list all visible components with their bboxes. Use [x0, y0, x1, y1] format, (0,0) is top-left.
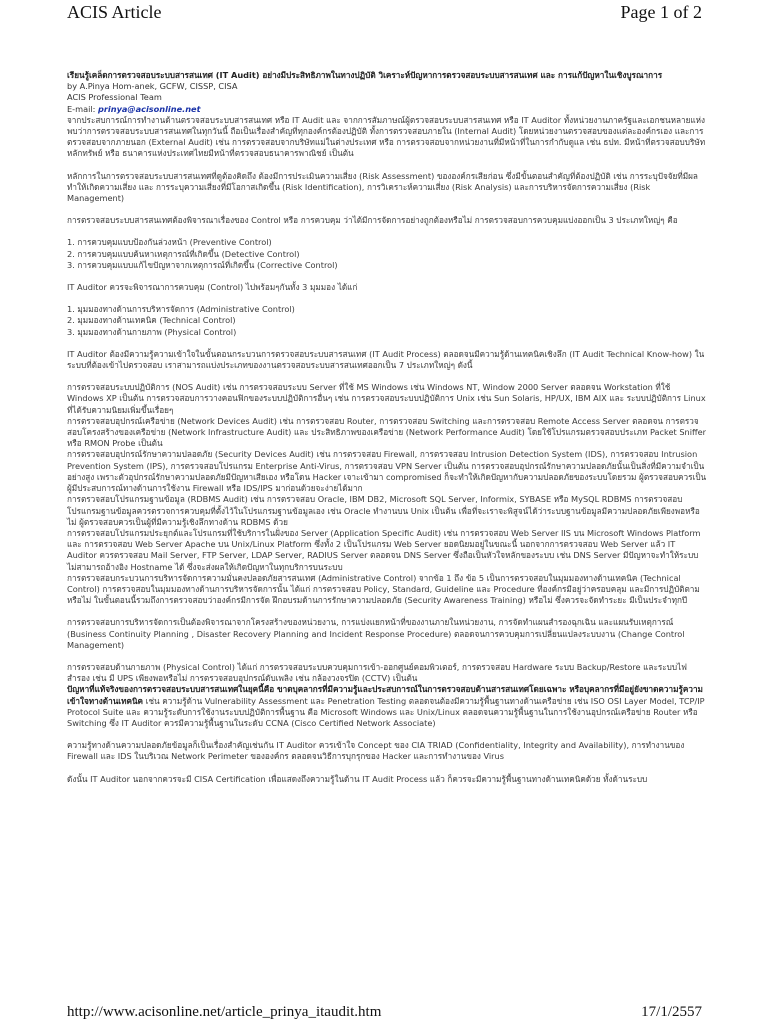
- closing-paragraph: ดังนั้น IT Auditor นอกจากควรจะมี CISA Certification เพื่อแสดงถึงความรู้ในด้าน IT Audit Process แล้ว ก็ควรจะมีความรู้พื้นฐานทางด้านเทคนิคด้วย ทั้งด้านระบบ: [67, 773, 648, 784]
- problem-bold-text: ปัญหาที่แท้จริงของการตรวจสอบระบบสารสนเทศในยุคนี้คือ ขาดบุคลากรที่มีความรู้และประสบการณ์ในการตรวจสอบด้านสารสนเทศโดยเฉพาะ หรือบุคลากรที่มีอยู่ยังขาดความรู้ความเข้าใจทางด้านเทคนิค: [67, 684, 703, 706]
- list-item: 1. การควบคุมแบบป้องกันล่วงหน้า (Preventive Control): [67, 237, 272, 248]
- team-line: ACIS Professional Team: [67, 92, 162, 103]
- problem-paragraph: [67, 684, 707, 729]
- physical-control-paragraph: การตรวจสอบด้านกายภาพ (Physical Control) ได้แก่ การตรวจสอบระบบควบคุมการเข้า-ออกศูนย์คอมพิวเตอร์, การตรวจสอบ Hardware ระบบ Backup/Restore และระบบไฟสำรอง เช่น มี UPS เพียงพอหรือไม่ การตรวจสอบอุปกรณ์ดับเพลิง เช่น กล้องวงจรปิด (CCTV) เป็นต้น: [67, 661, 687, 684]
- control-intro-paragraph: การตรวจสอบระบบสารสนเทศต้องพิจารณาเรื่องของ Control หรือ การควบคุม ว่าได้มีการจัดการอย่างถูกต้องหรือไม่ การตรวจสอบการควบคุมแบ่งออกเป็น 3 ประเภทใหญ่ๆ คือ: [67, 215, 678, 226]
- process-paragraph: IT Auditor ต้องมีความรู้ความเข้าใจในขั้นตอนกระบวนการตรวจสอบระบบสารสนเทศ (IT Audit Process) ตลอดจนมีความรู้ด้านเทคนิคเชิงลึก (IT Audit Technical Know-how) ในระบบที่ต้องเข้าไปตรวจสอบ เราสามารถแบ่งประเภทของงานตรวจสอบระบบสารสนเทศออกเป็น 7 ประเภทใหญ่ๆ ดังนี้: [67, 348, 705, 371]
- risk-paragraph: หลักการในการตรวจสอบระบบสารสนเทศที่ดูต้องคิดถึง ต้องมีการประเมินความเสี่ยง (Risk Assessment) ขององค์กรเสียก่อน ซึ่งมีขั้นตอนสำคัญที่ต้องปฏิบัติ เช่น การระบุปัจจัยที่มีผลทำให้เกิดความเสี่ยง และ การระบุความเสี่ยงที่มีโอกาสเกิดขึ้น (Risk Identification), การวิเคราะห์ความเสี่ยง (Risk Analysis) และการบริหารจัดการความเสี่ยง (Risk Management): [67, 170, 698, 204]
- knowledge-paragraph: ความรู้ทางด้านความปลอดภัยข้อมูลก็เป็นเรื่องสำคัญเช่นกัน IT Auditor ควรเข้าใจ Concept ของ CIA TRIAD (Confidentiality, Integrity and Availability), การทำงานของ Firewall และ IDS ในบริเวณ Network Perimeter ขององค์กร ตลอดจนวิธีการบุกรุกของ Hacker และการทำงานของ Virus: [67, 740, 685, 762]
- problem-text: เช่น ความรู้ด้าน Vulnerability Assessment และ Penetration Testing ตลอดจนต้องมีความรู้พื้นฐานทางด้านเครือข่าย เช่น ISO OSI Layer Model, TCP/IP Protocol Suite และ ความรู้ระดับการใช้งานระบบปฏิบัติการพื้นฐาน คือ Microsoft Windows และ Unix/Linux ตลอดจนความรู้พื้นฐานในการใช้งานอุปกรณ์เครือข่าย Router หรือ Switching ซึ่ง IT Auditor ควรมีความรู้พื้นฐานในระดับ CCNA (Cisco Certified Network Associate): [67, 695, 705, 728]
- list-item: 2. มุมมองทางด้านเทคนิค (Technical Control): [67, 315, 236, 326]
- article-headline: เรียนรู้เคล็ดการตรวจสอบระบบสารสนเทศ (IT Audit) อย่างมีประสิทธิภาพในทางปฏิบัติ วิเคราะห์ปัญหาการตรวจสอบระบบสารสนเทศ และ การแก้ปัญหาในเชิงบูรณาการ: [67, 70, 663, 80]
- email-label: E-mail:: [67, 103, 99, 114]
- list-item: 1. มุมมองทางด้านการบริหารจัดการ (Administrative Control): [67, 304, 295, 315]
- footer-date: 17/1/2557: [641, 1004, 702, 1020]
- audit-type-paragraph: การตรวจสอบโปรแกรมประยุกต์และโปรแกรมที่ใช้บริการในฝั่งของ Server (Application Specific Audit) เช่น การตรวจสอบ Web Server IIS บน Microsoft Windows Platform และ การตรวจสอบ Web Server Apache บน Unix/Linux Platform ซึ่งทั้ง 2 เป็นโปรแกรม Web Server ยอดนิยมอยู่ในขณะนี้ นอกจากการตรวจสอบ Web Server แล้ว IT Auditor ควรตรวจสอบ Mail Server, FTP Server, LDAP Server, RADIUS Server ตลอดจน DNS Server ซึ่งถือเป็นหัวใจหลักของระบบ เช่น DNS Server มีปัญหาจะทำให้ระบบไม่สามารถอ้างอิง Hostname ได้ ซึ่งจะส่งผลให้เกิดปัญหาในทุกบริการบนระบบ: [67, 527, 701, 572]
- email-link[interactable]: prinya@acisonline.net: [98, 103, 201, 114]
- article-body: [67, 70, 707, 785]
- audit-type-paragraph: การตรวจสอบอุปกรณ์เครือข่าย (Network Devices Audit) เช่น การตรวจสอบ Router, การตรวจสอบ Switching และการตรวจสอบ Remote Access Server ตลอดจน การตรวจสอบโครงสร้างของเครือข่าย (Network Infrastructure Audit) และ ประสิทธิภาพของเครือข่าย (Network Performance Audit) โดยใช้โปรแกรมตรวจสอบประเภท Packet Sniffer หรือ RMON Probe เป็นต้น: [67, 415, 707, 449]
- audit-type-paragraph: การตรวจสอบโปรแกรมฐานข้อมูล (RDBMS Audit) เช่น การตรวจสอบ Oracle, IBM DB2, Microsoft SQL Server, Informix, SYBASE หรือ MySQL RDBMS การตรวจสอบโปรแกรมฐานข้อมูลควรตรวจการควบคุมที่ตั้งไว้ในโปรแกรมฐานข้อมูลเอง เช่น Oracle ทำงานบน Unix เป็นต้น เพื่อที่จะเราจะพิสูจน์ได้ว่าระบบฐานข้อมูลมีความปลอดภัยเพียงพอหรือไม่ ผู้ตรวจสอบควรเป็นผู้ที่มีความรู้เชิงลึกทางด้าน RDBMS ด้วย: [67, 494, 700, 527]
- views-intro-paragraph: IT Auditor ควรจะพิจารณาการควบคุม (Control) ไปพร้อมๆกันทั้ง 3 มุมมอง ได้แก่: [67, 282, 358, 293]
- author-line: by A.Pinya Hom-anek, GCFW, CISSP, CISA: [67, 81, 238, 92]
- list-item: 3. การควบคุมแบบแก้ไขปัญหาจากเหตุการณ์ที่เกิดขึ้น (Corrective Control): [67, 259, 338, 270]
- footer-url: http://www.acisonline.net/article_prinya_itaudit.htm: [67, 1004, 382, 1020]
- intro-paragraph: จากประสบการณ์การทำงานด้านตรวจสอบระบบสารสนเทศ หรือ IT Audit และ จากการสัมภาษณ์ผู้ตรวจสอบระบบสารสนเทศ หรือ IT Auditor ทั้งหน่วยงานภาครัฐและเอกชนหลายแห่ง พบว่าการตรวจสอบระบบสารสนเทศในทุกวันนี้ ถือเป็นเรื่องสำคัญที่ทุกองค์กรต้องปฏิบัติ ทั้งการตรวจสอบภายใน (Internal Audit) โดยหน่วยงานตรวจสอบของแต่ละองค์กรเอง และการตรวจสอบจากภายนอก (External Audit) เช่น การตรวจสอบจากบริษัทแม่ในต่างประเทศ หรือ การตรวจสอบจากหน่วยงานที่มีหน้าที่ในการกำกับดูแล เช่น ธปท. มีหน้าที่ตรวจสอบบริษัทหลักทรัพย์ หรือ ธนาคารแห่งประเทศไทยมีหน้าที่ตรวจสอบธนาคารพาณิชย์ เป็นต้น: [67, 114, 706, 159]
- audit-type-paragraph: การตรวจสอบระบบปฏิบัติการ (NOS Audit) เช่น การตรวจสอบระบบ Server ที่ใช้ MS Windows เช่น Windows NT, Window 2000 Server ตลอดจน Workstation ที่ใช้ Windows XP เป็นต้น การตรวจสอบการวางคอนฟิกของระบบปฏิบัติการอื่นๆ เช่น การตรวจสอบระบบปฏิบัติการ Unix เช่น Sun Solaris, HP/UX, IBM AIX และ ระบบปฏิบัติการ Linux ที่ได้รับความนิยมเพิ่มขึ้นเรื่อยๆ: [67, 382, 706, 415]
- audit-type-paragraph: การตรวจสอบอุปกรณ์รักษาความปลอดภัย (Security Devices Audit) เช่น การตรวจสอบ Firewall, การตรวจสอบ Intrusion Detection System (IDS), การตรวจสอบ Intrusion Prevention System (IPS), การตรวจสอบโปรแกรม Enterprise Anti-Virus, การตรวจสอบ VPN Server เป็นต้น การตรวจสอบอุปกรณ์รักษาความปลอดภัยนั้นเป็นสิ่งที่มีความจำเป็นอย่างสูง เพราะตัวอุปกรณ์รักษาความปลอดภัยมีปัญหาเสียเอง หรือโดน Hacker เจาะเข้ามา compromised ก็จะทำให้เกิดปัญหากับความปลอดภัยของระบบโดยรวม ผู้ตรวจสอบควรเป็นผู้มีประสบการณ์ทางด้านการใช้งาน Firewall หรือ IDS/IPS มาก่อนด้วยจะง่ายได้มาก: [67, 449, 707, 494]
- audit-type-paragraph: การตรวจสอบกระบวนการบริหารจัดการความมั่นคงปลอดภัยสารสนเทศ (Administrative Control) จากข้อ 1 ถึง ข้อ 5 เป็นการตรวจสอบในมุมมองทางด้านเทคนิค (Technical Control) การตรวจสอบในมุมมองทางด้านการบริหารจัดการนั้น ได้แก่ การตรวจสอบ Policy, Standard, Guideline และ Procedure ที่องค์กรมีอยู่ว่าครอบคลุม และมีการปฏิบัติตามหรือไม่ ในขั้นตอนนี้รวมถึงการตรวจสอบว่าองค์กรมีการจัด ฝึกอบรมด้านการรักษาความปลอดภัย (Security Awareness Training) หรือไม่ ซึ่งควรจะจัดทำระยะ มีเป็นประจำทุกปี: [67, 572, 700, 606]
- list-item: 2. การควบคุมแบบค้นหาเหตุการณ์ที่เกิดขึ้น (Detective Control): [67, 248, 300, 259]
- email-line: [67, 104, 707, 115]
- control-types-list: [67, 237, 707, 271]
- list-item: 3. มุมมองทางด้านกายภาพ (Physical Control): [67, 326, 237, 337]
- header-title: ACIS Article: [67, 2, 162, 22]
- page-number: Page 1 of 2: [620, 2, 702, 22]
- views-list: [67, 304, 707, 338]
- admin-control-paragraph: การตรวจสอบการบริหารจัดการเป็นต้องพิจารณาจากโครงสร้างของหน่วยงาน, การแบ่งแยกหน้าที่ของงานภายในหน่วยงาน, การจัดทำแผนสำรองฉุกเฉิน และแผนรับเหตุการณ์ (Business Continuity Planning , Disaster Recovery Planning and Incident Response Procedure) ตลอดจนการควบคุมการเปลี่ยนแปลงระบบงาน (Change Control Management): [67, 617, 685, 650]
